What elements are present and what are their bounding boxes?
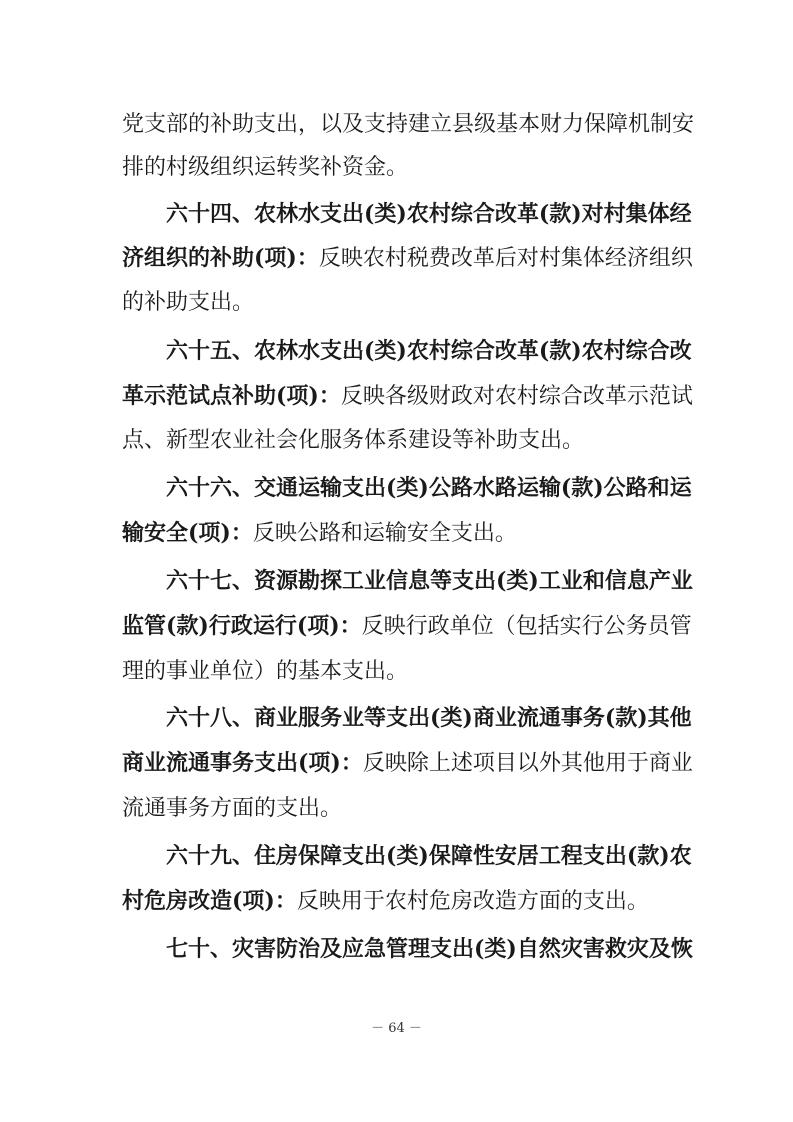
- text-line: 村危房改造(项)：反映用于农村危房改造方面的支出。: [122, 888, 649, 914]
- text-line: 党支部的补助支出，以及支持建立县级基本财力保障机制安: [122, 112, 695, 137]
- heading-line: 六十七、资源勘探工业信息等支出(类)工业和信息产业: [166, 568, 693, 594]
- text-line: 的补助支出。: [122, 290, 255, 315]
- text-line: 监管(款)行政运行(项)：反映行政单位（包括实行公务员管: [122, 613, 692, 639]
- text-line: 济组织的补助(项)：反映农村税费改革后对村集体经济组织: [122, 245, 693, 271]
- text-line: 流通事务方面的支出。: [122, 796, 343, 821]
- text-line: 排的村级组织运转奖补资金。: [122, 155, 409, 180]
- heading-line: 七十、灾害防治及应急管理支出(类)自然灾害救灾及恢: [166, 936, 693, 962]
- heading-line: 六十五、农林水支出(类)农村综合改革(款)农村综合改: [166, 338, 692, 364]
- text-line: 商业流通事务支出(项)：反映除上述项目以外其他用于商业: [122, 750, 693, 776]
- heading-line: 六十九、住房保障支出(类)保障性安居工程支出(款)农: [166, 843, 692, 869]
- text-line: 点、新型农业社会化服务体系建设等补助支出。: [122, 428, 585, 453]
- heading-line: 六十四、农林水支出(类)农村综合改革(款)对村集体经: [166, 201, 692, 227]
- text-line: 革示范试点补助(项)：反映各级财政对农村综合改革示范试: [122, 383, 693, 409]
- page-number: － 64 －: [371, 1021, 422, 1036]
- heading-line: 六十八、商业服务业等支出(类)商业流通事务(款)其他: [166, 705, 692, 731]
- text-line: 理的事业单位）的基本支出。: [122, 659, 409, 684]
- heading-line: 六十六、交通运输支出(类)公路水路运输(款)公路和运: [166, 475, 692, 501]
- text-line: 输安全(项)：反映公路和运输安全支出。: [122, 520, 517, 546]
